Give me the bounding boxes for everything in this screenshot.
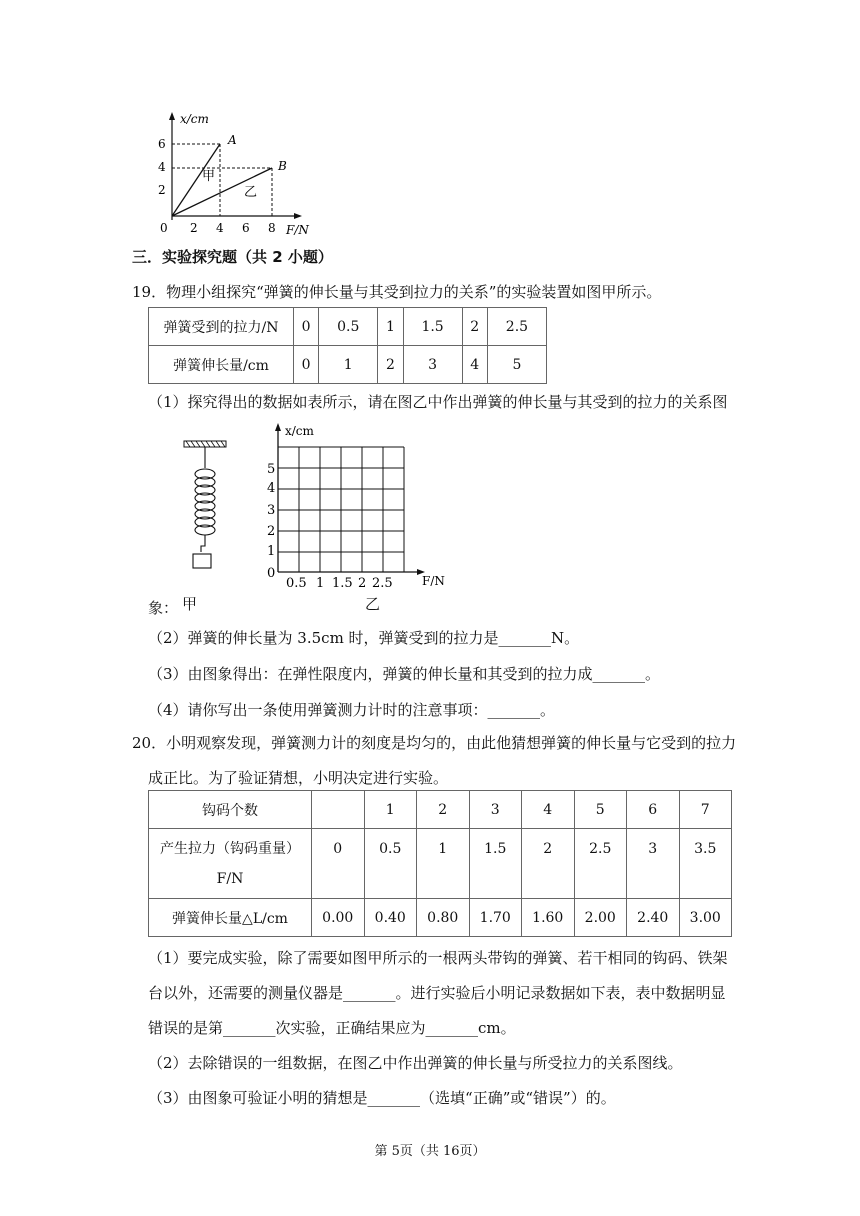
x-tick: 2 [358, 576, 367, 591]
section-heading: 三．实验探究题（共 2 小题） [132, 248, 333, 266]
q20-part1-line2: 台以外，还需要的测量仪器是_______。进行实验后小明记录数据如下表，表中数据明显 [148, 984, 726, 1002]
q19-part3: （3）由图象得出：在弹性限度内，弹簧的伸长量和其受到的拉力成_______。 [148, 665, 661, 683]
table-cell: 3.00 [679, 899, 732, 937]
table-cell: 3 [627, 829, 680, 899]
table-cell: 2.5 [574, 829, 627, 899]
figure-yi-label-text: 乙 [365, 595, 381, 613]
x-axis-label: F/N [422, 574, 445, 588]
table-cell: 1 [364, 791, 417, 829]
x-axis-label: F/N [286, 223, 309, 237]
region-yi-label: 乙 [244, 185, 258, 200]
q19-grid-graph [258, 420, 458, 592]
table-cell: 0 [312, 829, 365, 899]
q20-part1-line3: 错误的是第_______次实验，正确结果应为_______cm。 [148, 1019, 516, 1037]
q20-part2: （2）去除错误的一组数据，在图乙中作出弹簧的伸长量与所受拉力的关系图线。 [148, 1054, 683, 1072]
spring-apparatus-figure [180, 438, 240, 578]
y-tick: 3 [267, 503, 276, 518]
table-cell: 0.40 [364, 899, 417, 937]
table-row-label [149, 829, 312, 899]
table-cell: 7 [679, 791, 732, 829]
x-tick: 2.5 [372, 576, 393, 591]
q19-part1-line2: 象： [148, 599, 179, 617]
table-cell: 6 [627, 791, 680, 829]
top-graph-figure [140, 108, 310, 240]
y-tick: 0 [267, 566, 276, 581]
table-cell: 1.5 [403, 308, 462, 346]
table-cell: 1 [319, 346, 378, 384]
y-tick: 4 [158, 160, 166, 174]
table-cell: 2 [462, 308, 487, 346]
table-cell: 0 [294, 308, 319, 346]
y-tick: 5 [267, 462, 276, 477]
q20-stem-line2: 成正比。为了验证猜想，小明决定进行实验。 [148, 769, 449, 787]
x-tick: 2 [190, 221, 198, 235]
x-tick: 8 [268, 221, 276, 235]
y-axis-arrow [169, 112, 175, 120]
y-axis-label: x/cm [180, 112, 209, 126]
table-row-label: 弹簧伸长量/cm [149, 346, 294, 384]
x-tick: 1 [316, 576, 325, 591]
table-cell: 2.5 [487, 308, 546, 346]
row-label-line1: 产生拉力（钩码重量） [160, 840, 300, 857]
y-tick: 2 [158, 183, 166, 197]
table-cell [312, 791, 365, 829]
table-cell: 3 [469, 791, 522, 829]
x-tick: 1.5 [332, 576, 353, 591]
point-a-label: A [228, 133, 237, 147]
table-cell: 5 [574, 791, 627, 829]
table-cell: 0 [294, 346, 319, 384]
q19-part1-line1: （1）探究得出的数据如表所示，请在图乙中作出弹簧的伸长量与其受到的拉力的关系图 [148, 393, 728, 411]
table-cell: 4 [462, 346, 487, 384]
x-tick: 0.5 [286, 576, 307, 591]
y-tick: 2 [267, 524, 276, 539]
y-axis-arrow [275, 423, 281, 431]
table-cell: 2 [417, 791, 470, 829]
x-tick: 6 [242, 221, 250, 235]
table-cell: 1.70 [469, 899, 522, 937]
grid-lines [278, 447, 404, 572]
table-cell: 3 [403, 346, 462, 384]
y-axis-label: x/cm [285, 424, 314, 438]
q19-part2: （2）弹簧的伸长量为 3.5cm 时，弹簧受到的拉力是_______N。 [148, 629, 580, 647]
table-cell: 2 [522, 829, 575, 899]
table-cell: 2.00 [574, 899, 627, 937]
table-cell: 2.40 [627, 899, 680, 937]
table-cell: 1.60 [522, 899, 575, 937]
table-cell: 3.5 [679, 829, 732, 899]
q20-part3: （3）由图象可验证小明的猜想是_______（选填“正确”或“错误”）的。 [148, 1089, 616, 1107]
table-cell: 1 [417, 829, 470, 899]
x-tick: 4 [216, 221, 224, 235]
weight-block [193, 554, 211, 568]
q19-stem: 19．物理小组探究“弹簧的伸长量与其受到拉力的关系”的实验装置如图甲所示。 [132, 283, 662, 301]
table-cell: 1.5 [469, 829, 522, 899]
table-cell: 0.5 [364, 829, 417, 899]
figure-jia-label: 甲 [182, 595, 198, 613]
table-cell: 4 [522, 791, 575, 829]
q20-data-table [148, 790, 732, 937]
y-tick: 4 [267, 481, 276, 496]
page-footer: 第 5页（共 16页） [374, 1144, 486, 1159]
region-jia-label: 甲 [202, 169, 216, 184]
q20-stem-line1: 20．小明观察发现，弹簧测力计的刻度是均匀的，由此他猜想弹簧的伸长量与它受到的拉力 [132, 734, 737, 752]
q19-data-table [148, 307, 547, 384]
spring-coil [195, 469, 215, 535]
table-cell: 0.5 [319, 308, 378, 346]
point-b-label: B [278, 159, 287, 173]
table-row-label: 钩码个数 [149, 791, 312, 829]
table-row-label: 弹簧伸长量△L/cm [149, 899, 312, 937]
y-tick: 6 [158, 137, 166, 151]
table-cell: 0.80 [417, 899, 470, 937]
table-cell: 5 [487, 346, 546, 384]
table-cell: 1 [378, 308, 403, 346]
x-tick: 0 [160, 221, 168, 235]
q20-part1-line1: （1）要完成实验，除了需要如图甲所示的一根两头带钩的弹簧、若干相同的钩码、铁架 [148, 949, 728, 967]
y-tick: 1 [267, 544, 276, 559]
row-label-line2: F/N [216, 870, 244, 887]
x-axis-arrow [294, 213, 302, 219]
table-cell: 2 [378, 346, 403, 384]
table-row-label: 弹簧受到的拉力/N [149, 308, 294, 346]
table-cell: 0.00 [312, 899, 365, 937]
q19-part4: （4）请你写出一条使用弹簧测力计时的注意事项：_______。 [148, 701, 556, 719]
